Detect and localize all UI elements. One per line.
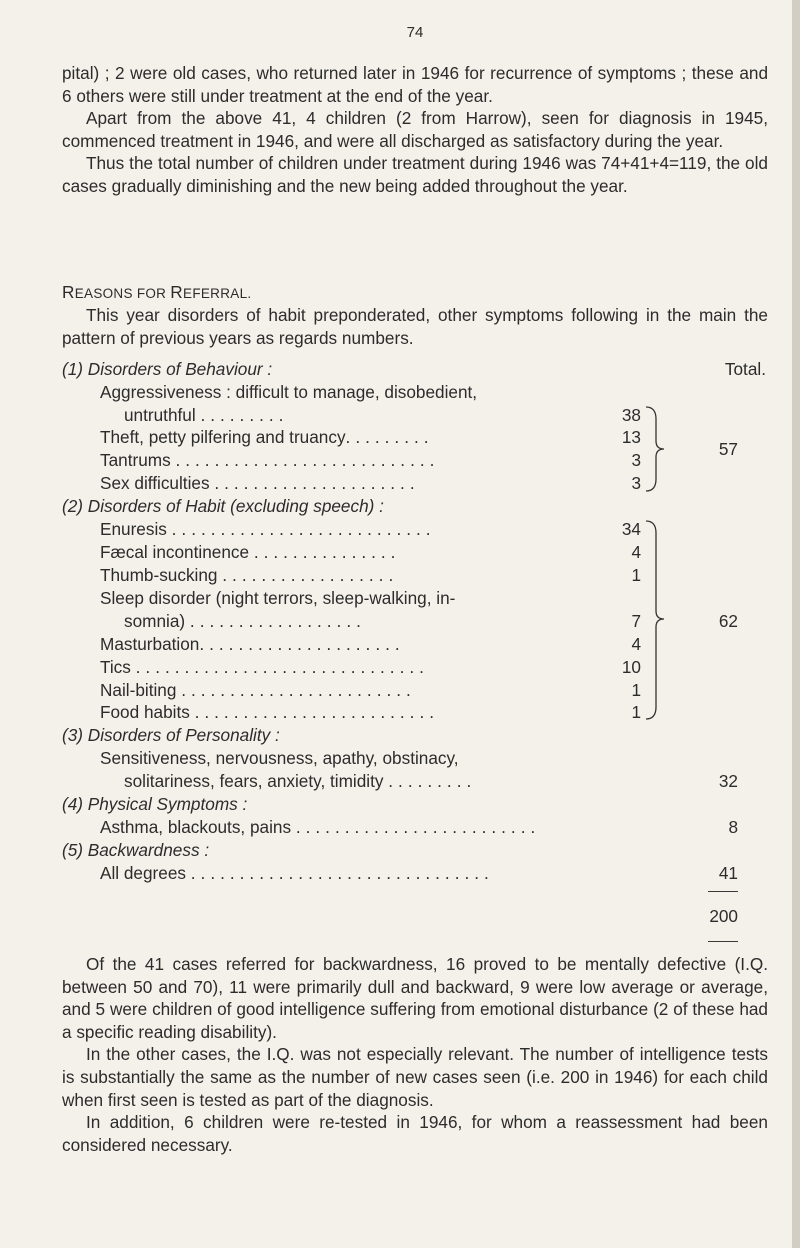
section-heading: REASONS FOR REFERRAL. — [62, 282, 252, 302]
category-total: 62 — [718, 611, 738, 631]
table-row: Thumb-sucking .................. 1 — [100, 565, 641, 585]
table-row: Nail-biting ........................ 1 — [100, 680, 641, 700]
table-row: All degrees ............................... 41 — [100, 863, 738, 883]
table-row: Food habits ......................... 1 — [100, 702, 641, 722]
divider — [708, 891, 738, 892]
table-row: Sleep disorder (night terrors, sleep-walking, in- — [100, 588, 456, 608]
paragraph: In addition, 6 children were re-tested in 1946, for whom a reassessment had been considered necessary. — [62, 1112, 768, 1155]
paragraph: In the other cases, the I.Q. was not especially relevant. The number of intelligence tests is substantially the same as the number of new cases seen (i.e. 200 in 1946) for each child when first seen is tested as part of the diagnosis. — [62, 1044, 768, 1110]
table-row: Aggressiveness : difficult to manage, disobedient, — [100, 382, 478, 402]
table-row: Tantrums ........................... 3 — [100, 450, 641, 470]
table-row: somnia) .................. 7 — [124, 611, 641, 631]
category-heading: (1) Disorders of Behaviour : Total. — [62, 359, 766, 379]
paragraph: Thus the total number of children under treatment during 1946 was 74+41+4=119, the old cases gradually diminishing and the new being added throughout the year. — [62, 153, 768, 196]
divider — [708, 941, 738, 942]
table-row: Enuresis ........................... 34 — [100, 519, 641, 539]
table-row: Fæcal incontinence ............... 4 — [100, 542, 641, 562]
table-row: Sensitiveness, nervousness, apathy, obstinacy, — [100, 748, 459, 768]
table-row: Masturbation..................... 4 — [100, 634, 641, 654]
table-row: Asthma, blackouts, pains ......................... 8 — [100, 817, 738, 837]
category-heading: (4) Physical Symptoms : — [62, 794, 248, 814]
page-edge — [792, 0, 800, 1248]
page-number: 74 — [406, 24, 424, 41]
table-row: untruthful ......... 38 — [124, 405, 641, 425]
table-row: Tics .............................. 10 — [100, 657, 641, 677]
table-row: Sex difficulties ..................... 3 — [100, 473, 641, 493]
category-heading: (3) Disorders of Personality : — [62, 725, 280, 745]
intro-text — [62, 62, 768, 198]
table-row: solitariness, fears, anxiety, timidity ......... 32 — [124, 771, 738, 791]
grand-total: 200 — [709, 906, 738, 926]
paragraph: This year disorders of habit preponderated, other symptoms following in the main the pattern of previous years as regards numbers. — [62, 305, 768, 348]
total-column-header: Total. — [724, 359, 766, 379]
paragraph: pital) ; 2 were old cases, who returned later in 1946 for recurrence of symptoms ; these and 6 others were still under treatment at the end of the year. — [62, 63, 768, 106]
closing-text — [62, 953, 768, 1156]
category-total: 57 — [718, 439, 738, 459]
category-heading: (5) Backwardness : — [62, 840, 210, 860]
paragraph: Of the 41 cases referred for backwardness, 16 proved to be mentally defective (I.Q. between 50 and 70), 11 were primarily dull and backward, 9 were low average or average, and 5 were children of good intelligence suffering from emotional disturbance (2 of these had a specific reading disability). — [62, 954, 768, 1042]
category-heading: (2) Disorders of Habit (excluding speech) : — [62, 496, 384, 516]
paragraph: Apart from the above 41, 4 children (2 from Harrow), seen for diagnosis in 1945, commenced treatment in 1946, and were all discharged as satisfactory during the year. — [62, 108, 768, 151]
table-row: Theft, petty pilfering and truancy......... 13 — [100, 427, 641, 447]
